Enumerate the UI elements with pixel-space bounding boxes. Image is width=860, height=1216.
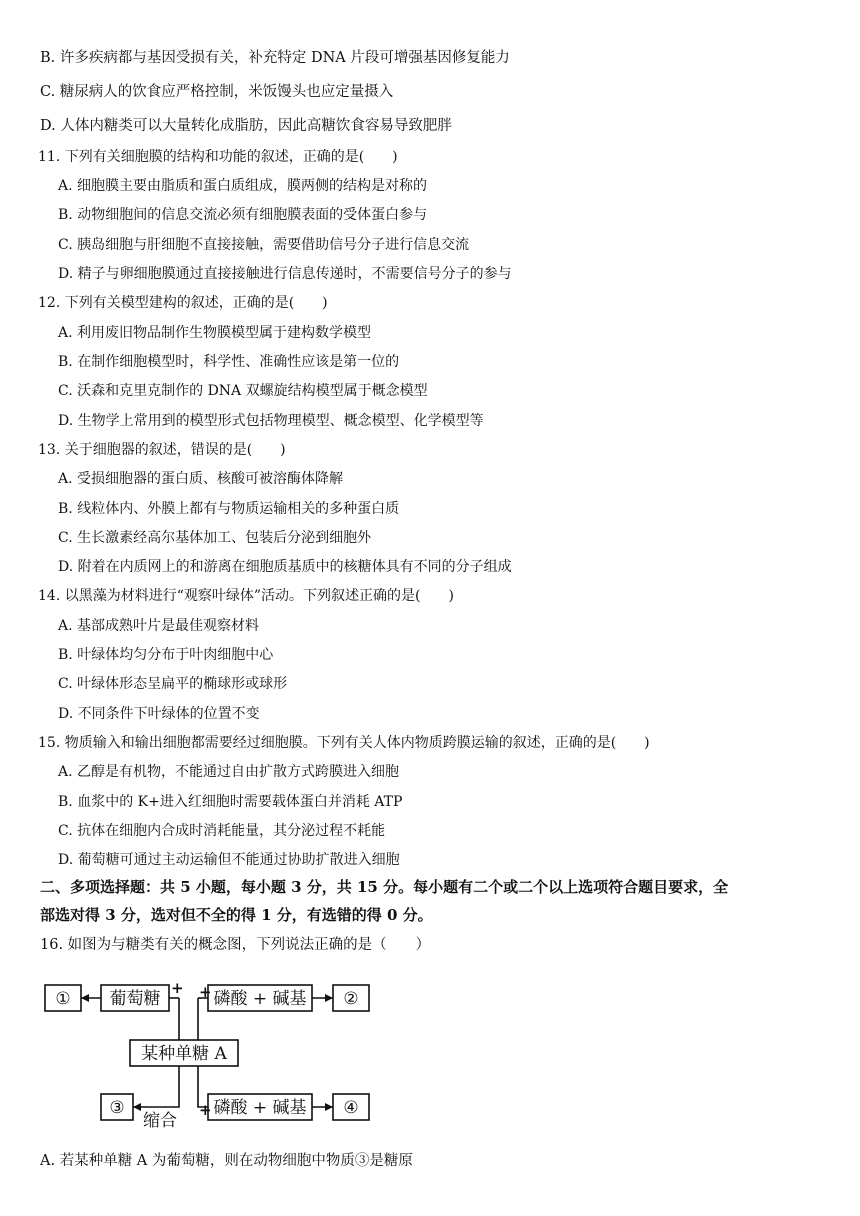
plus-right-bottom: + (199, 1101, 212, 1119)
option-15c: C. 抗体在细胞内合成时消耗能量，其分泌过程不耗能 (58, 823, 386, 839)
option-10b: B. 许多疾病都与基因受损有关，补充特定 DNA 片段可增强基因修复能力 (40, 50, 510, 66)
arrowhead-3 (133, 1103, 141, 1111)
label-3: ③ (109, 1098, 125, 1118)
section-heading-line-2: 部选对得 3 分，选对但不全的得 1 分，有选错的得 0 分。 (40, 906, 433, 924)
option-14a: A. 基部成熟叶片是最佳观察材料 (58, 618, 260, 634)
option-11c: C. 胰岛细胞与肝细胞不直接接触，需要借助信号分子进行信息交流 (58, 237, 470, 253)
label-condense: 缩合 (143, 1111, 177, 1131)
option-14d: D. 不同条件下叶绿体的位置不变 (58, 706, 260, 722)
connector-to-3 (133, 1066, 179, 1107)
option-13d: D. 附着在内质网上的和游离在细胞质基质中的核糖体具有不同的分子组成 (58, 559, 512, 575)
label-phos-base-top: 磷酸 + 碱基 (213, 989, 307, 1009)
label-4: ④ (343, 1098, 359, 1118)
option-10c: C. 糖尿病人的饮食应严格控制，米饭馒头也应定量摄入 (40, 84, 394, 100)
section-heading-line-1: 二、多项选择题：共 5 小题，每小题 3 分，共 15 分。每小题有二个或二个以上选项符合题目要求，全 (40, 878, 729, 896)
label-center: 某种单糖 A (141, 1044, 227, 1064)
option-11d: D. 精子与卵细胞膜通过直接接触进行信息传递时，不需要信号分子的参与 (58, 266, 512, 282)
question-11: 11. 下列有关细胞膜的结构和功能的叙述，正确的是( ) (38, 149, 398, 165)
question-13: 13. 关于细胞器的叙述，错误的是( ) (38, 442, 286, 458)
option-10d: D. 人体内糖类可以大量转化成脂肪，因此高糖饮食容易导致肥胖 (40, 118, 452, 134)
plus-right-top: + (199, 983, 212, 1001)
arrowhead-1 (81, 994, 89, 1002)
option-11b: B. 动物细胞间的信息交流必须有细胞膜表面的受体蛋白参与 (58, 207, 428, 223)
question-16: 16. 如图为与糖类有关的概念图，下列说法正确的是（ ） (40, 937, 431, 953)
option-15b: B. 血浆中的 K+进入红细胞时需要载体蛋白并消耗 ATP (58, 794, 403, 810)
plus-left-top: + (171, 979, 184, 997)
option-14c: C. 叶绿体形态呈扁平的椭球形或球形 (58, 676, 288, 692)
label-phos-base-bottom: 磷酸 + 碱基 (213, 1098, 307, 1118)
option-12d: D. 生物学上常用到的模型形式包括物理模型、概念模型、化学模型等 (58, 413, 484, 429)
option-13b: B. 线粒体内、外膜上都有与物质运输相关的多种蛋白质 (58, 501, 400, 517)
option-11a: A. 细胞膜主要由脂质和蛋白质组成，膜两侧的结构是对称的 (58, 178, 428, 194)
question-12: 12. 下列有关模型建构的叙述，正确的是( ) (38, 295, 328, 311)
option-14b: B. 叶绿体均匀分布于叶肉细胞中心 (58, 647, 274, 663)
label-glucose: 葡萄糖 (109, 989, 161, 1009)
option-16a: A. 若某种单糖 A 为葡萄糖，则在动物细胞中物质③是糖原 (40, 1153, 413, 1169)
option-12b: B. 在制作细胞模型时，科学性、准确性应该是第一位的 (58, 354, 400, 370)
label-1: ① (55, 989, 71, 1009)
label-2: ② (343, 989, 359, 1009)
question-14: 14. 以黑藻为材料进行“观察叶绿体”活动。下列叙述正确的是( ) (38, 588, 454, 604)
option-15d: D. 葡萄糖可通过主动运输但不能通过协助扩散进入细胞 (58, 852, 400, 868)
option-15a: A. 乙醇是有机物，不能通过自由扩散方式跨膜进入细胞 (58, 764, 400, 780)
option-12c: C. 沃森和克里克制作的 DNA 双螺旋结构模型属于概念模型 (58, 383, 428, 399)
arrowhead-2 (325, 994, 333, 1002)
option-13a: A. 受损细胞器的蛋白质、核酸可被溶酶体降解 (58, 471, 344, 487)
option-12a: A. 利用废旧物品制作生物膜模型属于建构数学模型 (58, 325, 372, 341)
arrowhead-4 (325, 1103, 333, 1111)
question-15: 15. 物质输入和输出细胞都需要经过细胞膜。下列有关人体内物质跨膜运输的叙述，正确的是( ) (38, 735, 650, 751)
option-13c: C. 生长激素经高尔基体加工、包装后分泌到细胞外 (58, 530, 372, 546)
